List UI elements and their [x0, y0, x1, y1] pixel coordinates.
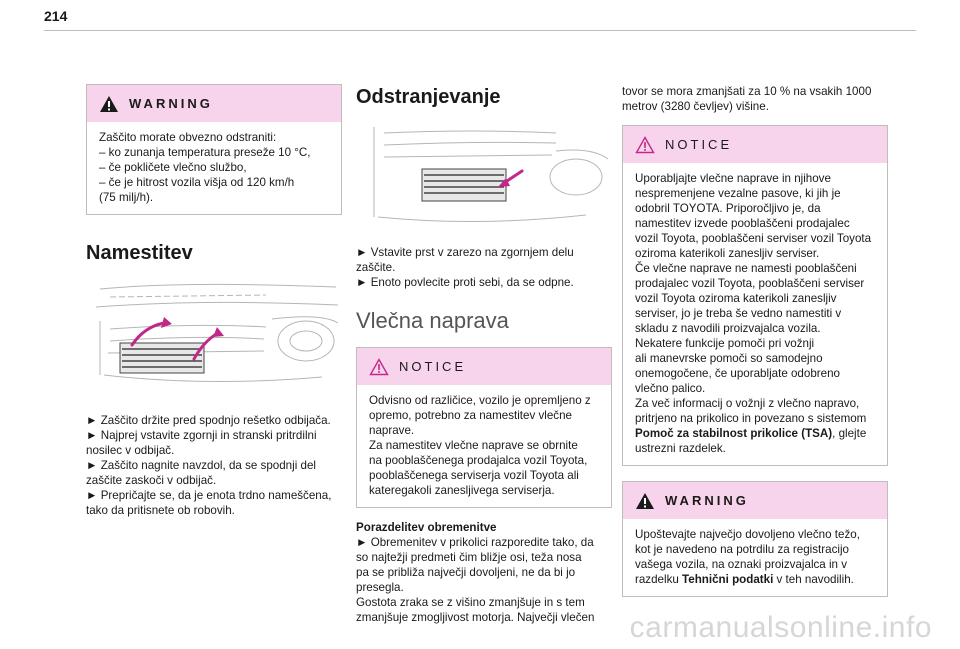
notice-line: namestitev izvede pooblaščeni prodajalec [635, 217, 850, 230]
install-step: ► Zaščito nagnite navzdol, da se spodnji del [86, 459, 316, 472]
warning-line: – če je hitrost vozila višja od 120 km/h [99, 176, 295, 189]
warning-body [623, 519, 887, 596]
notice-line: ustrezni razdelek. [635, 442, 726, 455]
notice-line: serviser, jo je treba še vedno namestiti v [635, 307, 842, 320]
altitude-text [622, 84, 888, 114]
notice-line: vlečno palico. [635, 382, 706, 395]
notice-line: kateregakoli zanesljivega serviserja. [369, 484, 555, 497]
warning-header [623, 482, 887, 519]
warning-icon [635, 492, 655, 510]
notice-line: opremo, potrebno za namestitev vlečne [369, 409, 573, 422]
notice-icon [635, 136, 655, 154]
install-step: ► Prepričajte se, da je enota trdno nameščena, [86, 489, 332, 502]
load-line: ► Obremenitev v prikolici razporedite tako, da [356, 536, 594, 549]
warning-line: Upoštevajte največjo dovoljeno vlečno težo, [635, 528, 860, 541]
tsa-reference: Pomoč za stabilnost prikolice (TSA) [635, 427, 833, 440]
notice-body [357, 385, 611, 507]
notice-line: Uporabljajte vlečne naprave in njihove [635, 172, 831, 185]
load-distribution [356, 520, 612, 625]
load-line: zmanjšuje zmogljivost motorja. Največji vlečen [356, 611, 595, 624]
warning-line: – ko zunanja temperatura preseže 10 °C, [99, 146, 311, 159]
warning-box [622, 481, 888, 597]
notice-line: Za več informacij o vožnji z vlečno napravo, [635, 397, 860, 410]
watermark: carmanualsonline.info [629, 611, 932, 644]
notice-line: vozil Toyota oziroma katerikoli zanesljiv [635, 292, 837, 305]
altitude-line: metrov (3280 čevljev) višine. [622, 100, 769, 113]
notice-line: onemogočene, če uporabljate odobreno [635, 367, 840, 380]
notice-header [623, 126, 887, 163]
remove-steps [356, 245, 612, 290]
warning-box [86, 84, 342, 215]
column-right [622, 84, 888, 597]
notice-line: oziroma katerikoli zanesljiv serviser. [635, 247, 820, 260]
warning-title: WARNING [665, 493, 749, 508]
load-line: Gostota zraka se z višino zmanjšuje in s tem [356, 596, 585, 609]
notice-line: vozil Toyota, pooblaščeni serviser vozil Toyota [635, 232, 872, 245]
notice-line: na pooblaščenega prodajalca vozil Toyota, [369, 454, 588, 467]
illustration-remove-grille [356, 121, 612, 229]
altitude-line: tovor se mora zmanjšati za 10 % na vsakih 1000 [622, 85, 872, 98]
warning-line: (75 milj/h). [99, 191, 154, 204]
illustration-install-grille [86, 279, 342, 391]
notice-line: naprave. [369, 424, 415, 437]
notice-line: pooblaščenega serviserja vozil Toyota ali [369, 469, 579, 482]
warning-line: vašega vozila, na oznaki proizvajalca in v [635, 558, 848, 571]
remove-step: ► Enoto povlecite proti sebi, da se odpne. [356, 276, 574, 289]
warning-icon [99, 95, 119, 113]
install-steps [86, 413, 342, 518]
warning-body [87, 122, 341, 214]
remove-step: zaščite. [356, 261, 396, 274]
warning-line: kot je navedeno na potrdilu za registracijo [635, 543, 849, 556]
technical-data-reference: Tehnični podatki [682, 573, 774, 586]
warning-line-post: v teh navodilih. [773, 573, 854, 586]
column-left [86, 84, 342, 518]
section-heading-odstranjevanje: Odstranjevanje [356, 86, 501, 108]
section-heading-namestitev: Namestitev [86, 242, 193, 264]
install-step: ► Zaščito držite pred spodnjo rešetko odbijača. [86, 414, 331, 427]
warning-line [635, 572, 875, 587]
load-line: presegla. [356, 581, 404, 594]
load-distribution-title: Porazdelitev obremenitve [356, 521, 497, 534]
notice-line: Nekatere funkcije pomoči pri vožnji [635, 337, 815, 350]
warning-line: Zaščito morate obvezno odstraniti: [99, 131, 277, 144]
notice-box [622, 125, 888, 466]
section-heading-vlecna-naprava: Vlečna naprava [356, 308, 509, 333]
install-step: tako da pritisnete ob robovih. [86, 504, 235, 517]
load-line: pa se približa največji dovoljeni, ne da bi jo [356, 566, 576, 579]
warning-line: – če pokličete vlečno službo, [99, 161, 247, 174]
notice-line: Za namestitev vlečne naprave se obrnite [369, 439, 578, 452]
notice-title: NOTICE [665, 137, 733, 152]
notice-line: nespremenjene vezalne pasove, ki jih je [635, 187, 841, 200]
notice-box [356, 347, 612, 508]
notice-line: Če vlečne naprave ne namesti pooblaščeni [635, 262, 857, 275]
warning-line-pre: razdelku [635, 573, 683, 586]
top-rule [44, 30, 916, 31]
notice-icon [369, 358, 389, 376]
notice-line: ali manevrske pomoči so samodejno [635, 352, 823, 365]
notice-title: NOTICE [399, 359, 467, 374]
warning-title: WARNING [129, 96, 213, 111]
page-number: 214 [44, 8, 68, 24]
notice-line: prodajalec vozil Toyota, pooblaščeni serviser [635, 277, 865, 290]
load-line: so najtežji predmeti čim bližje osi, teža nosa [356, 551, 582, 564]
remove-step: ► Vstavite prst v zarezo na zgornjem delu [356, 246, 574, 259]
warning-header [87, 85, 341, 122]
column-middle [356, 86, 612, 625]
notice-line: pritrjeno na prikolico in povezano s sistemom [635, 412, 867, 425]
notice-line: Odvisno od različice, vozilo je opremljeno z [369, 394, 591, 407]
install-step: ► Najprej vstavite zgornji in stranski pritrdilni [86, 429, 317, 442]
notice-line: odobril TOYOTA. Priporočljivo je, da [635, 202, 821, 215]
notice-line-rest: , glejte [832, 427, 867, 440]
notice-line [635, 426, 875, 441]
notice-line: skladu z navodili proizvajalca vozila. [635, 322, 821, 335]
install-step: zaščite zaskoči v odbijač. [86, 474, 217, 487]
notice-header [357, 348, 611, 385]
notice-body [623, 163, 887, 465]
install-step: nosilec v odbijač. [86, 444, 175, 457]
